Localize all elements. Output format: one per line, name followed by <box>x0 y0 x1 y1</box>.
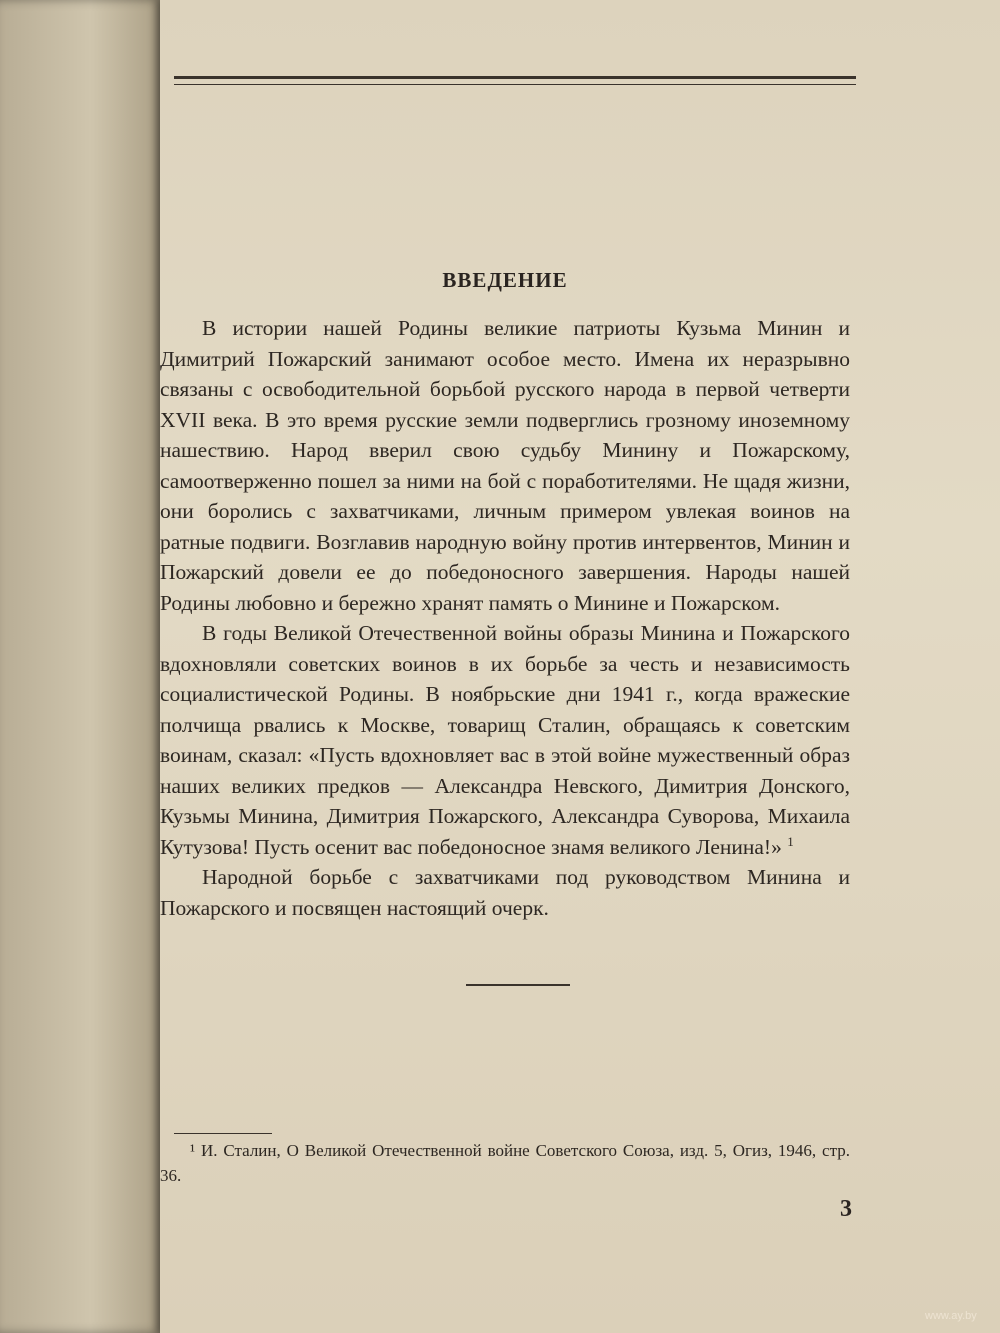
previous-page-edge <box>0 0 165 1333</box>
header-rule-thin <box>174 84 856 85</box>
paragraph-1: В истории нашей Родины великие патриоты Кузьма Минин и Димитрий Пожарский занимают особое место. Имена их неразрывно связаны с освободительной борьбой русского народа в первой четверти XVII века. В это время русские земли подверглись грозному иноземному нашествию. Народ вверил свою судьбу Минину и Пожарскому, самоотверженно пошел за ними на бой с поработителями. Не щадя жизни, они боролись с захватчиками, личным примером увлекая воинов на ратные подвиги. Возглавив народную войну против интервентов, Минин и Пожарский довели ее до победоносного завершения. Народы нашей Родины любовно и бережно хранят память о Минине и Пожарском. <box>160 316 850 615</box>
site-watermark: www.ay.by <box>925 1310 977 1322</box>
footnote-text: ¹ И. Сталин, О Великой Отечественной войне Советского Союза, изд. 5, Огиз, 1946, стр. 36. <box>160 1141 850 1185</box>
paragraph-2-text: В годы Великой Отечественной войны образы Минина и Пожарского вдохновляли советских воинов в их борьбе за честь и независимость социалистической Родины. В ноябрьские дни 1941 г., когда вражеские полчища рвались к Москве, товарищ Сталин, обращаясь к советским воинам, сказал: «Пусть вдохновляет вас в этой войне мужественный образ наших великих предков — Александра Невского, Димитрия Донского, Кузьмы Минина, Димитрия Пожарского, Александра Суворова, Михаила Кутузова! Пусть осенит вас победоносное знамя великого Ленина!» <box>160 621 850 859</box>
paragraph-3: Народной борьбе с захватчиками под руководством Минина и Пожарского и посвящен настоящий очерк. <box>160 865 850 920</box>
footnote-marker: 1 <box>787 833 794 849</box>
chapter-heading: ВВЕДЕНИЕ <box>442 268 568 292</box>
section-separator-rule <box>466 984 570 986</box>
paragraph-2 <box>160 618 850 862</box>
header-rule-thick <box>174 76 856 79</box>
footnote-rule <box>174 1133 272 1134</box>
header-double-rule <box>174 76 856 88</box>
book-page <box>160 0 1000 1333</box>
page-number: 3 <box>840 1196 852 1222</box>
body-text <box>160 313 850 923</box>
